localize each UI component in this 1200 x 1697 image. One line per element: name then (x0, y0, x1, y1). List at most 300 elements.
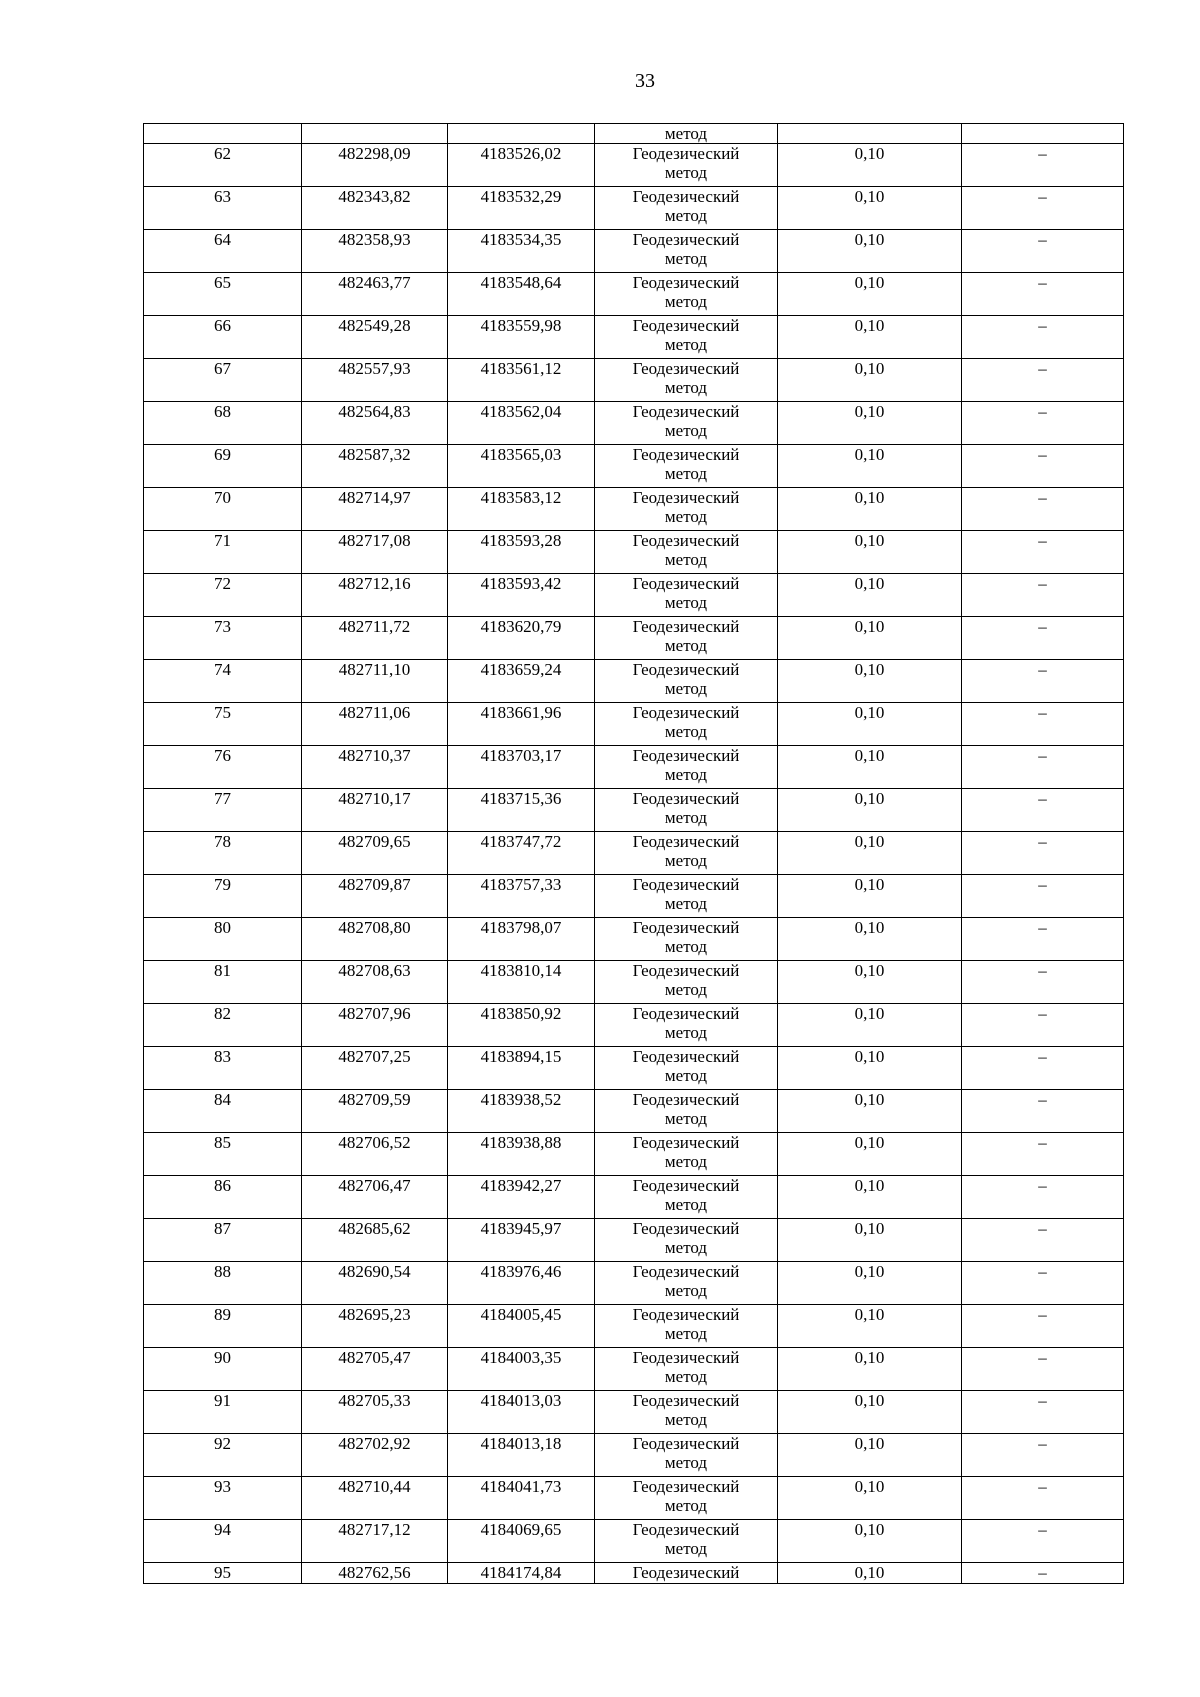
table-row (144, 574, 1124, 617)
cell-method (595, 488, 778, 531)
method-line: метод (664, 937, 708, 956)
cell-accuracy: 0,10 (778, 746, 962, 789)
method-line: метод (664, 808, 708, 827)
cell-note: – (962, 1520, 1124, 1563)
table-row (144, 1262, 1124, 1305)
method-line: метод (664, 851, 708, 870)
cell-x: 482712,16 (302, 574, 448, 617)
table-row (144, 1520, 1124, 1563)
cell-y: 4183526,02 (448, 144, 595, 187)
method-line: метод (664, 206, 708, 225)
method-line: метод (664, 1109, 708, 1128)
cell-point: 82 (144, 1004, 302, 1047)
cell-x: 482358,93 (302, 230, 448, 273)
cell-y: 4183703,17 (448, 746, 595, 789)
method-line: Геодезический (632, 402, 740, 421)
cell-y: 4183548,64 (448, 273, 595, 316)
cell-accuracy: 0,10 (778, 531, 962, 574)
cell-accuracy: 0,10 (778, 488, 962, 531)
cell-method (595, 1305, 778, 1348)
method-line: Геодезический (632, 789, 740, 808)
method-line: метод (664, 507, 708, 526)
cell-note: – (962, 1477, 1124, 1520)
cell-x: 482711,10 (302, 660, 448, 703)
cell-method (595, 832, 778, 875)
cell-point: 92 (144, 1434, 302, 1477)
cell-y: 4183810,14 (448, 961, 595, 1004)
cell-point: 69 (144, 445, 302, 488)
method-line: Геодезический (632, 1477, 740, 1496)
cell-method (595, 445, 778, 488)
cell-note: – (962, 1219, 1124, 1262)
cell-y: 4184013,03 (448, 1391, 595, 1434)
cell-method (595, 1133, 778, 1176)
method-line: Геодезический (632, 617, 740, 636)
cell-note: – (962, 703, 1124, 746)
cell-method (595, 703, 778, 746)
cell-y: 4183620,79 (448, 617, 595, 660)
cell-y: 4183532,29 (448, 187, 595, 230)
cell-method (595, 574, 778, 617)
table-row (144, 488, 1124, 531)
method-line: Геодезический (632, 1047, 740, 1066)
cell-note: – (962, 1305, 1124, 1348)
cell-method: метод (595, 124, 778, 144)
cell-y: 4183583,12 (448, 488, 595, 531)
cell-note: – (962, 875, 1124, 918)
cell-x: 482706,52 (302, 1133, 448, 1176)
method-line: метод (664, 722, 708, 741)
cell-accuracy: 0,10 (778, 703, 962, 746)
cell-method (595, 617, 778, 660)
cell-method (595, 273, 778, 316)
cell-y: 4184013,18 (448, 1434, 595, 1477)
cell-point: 65 (144, 273, 302, 316)
cell-point: 91 (144, 1391, 302, 1434)
cell-y: 4183894,15 (448, 1047, 595, 1090)
cell-point: 86 (144, 1176, 302, 1219)
table-row (144, 402, 1124, 445)
cell-y: 4183562,04 (448, 402, 595, 445)
method-line: Геодезический (632, 230, 740, 249)
coordinates-table-body (144, 124, 1124, 1584)
method-line: метод (664, 163, 708, 182)
cell-point: 80 (144, 918, 302, 961)
cell-accuracy: 0,10 (778, 1004, 962, 1047)
method-line: Геодезический (632, 746, 740, 765)
method-line: Геодезический (632, 1391, 740, 1410)
cell-y: 4183559,98 (448, 316, 595, 359)
cell-accuracy: 0,10 (778, 1133, 962, 1176)
cell-point: 83 (144, 1047, 302, 1090)
cell-point: 90 (144, 1348, 302, 1391)
method-line: метод (664, 249, 708, 268)
table-row (144, 273, 1124, 316)
cell-accuracy: 0,10 (778, 1563, 962, 1584)
method-line: Геодезический (632, 660, 740, 679)
cell-y: 4183593,28 (448, 531, 595, 574)
cell-method (595, 1434, 778, 1477)
cell-accuracy: 0,10 (778, 445, 962, 488)
table-row (144, 1391, 1124, 1434)
cell-note: – (962, 1090, 1124, 1133)
cell-accuracy: 0,10 (778, 1305, 962, 1348)
cell-y: 4183850,92 (448, 1004, 595, 1047)
cell-point: 77 (144, 789, 302, 832)
cell-y: 4184041,73 (448, 1477, 595, 1520)
cell-accuracy: 0,10 (778, 1391, 962, 1434)
method-line: метод (664, 421, 708, 440)
cell-x: 482714,97 (302, 488, 448, 531)
method-line: метод (664, 1023, 708, 1042)
cell-accuracy: 0,10 (778, 316, 962, 359)
cell-y: 4183976,46 (448, 1262, 595, 1305)
cell-x: 482707,96 (302, 1004, 448, 1047)
method-line: метод (664, 980, 708, 999)
continuation-row (144, 124, 1124, 144)
cell-y: 4183938,52 (448, 1090, 595, 1133)
method-line: Геодезический (632, 574, 740, 593)
cell-method (595, 144, 778, 187)
cell-accuracy: 0,10 (778, 1434, 962, 1477)
table-row (144, 531, 1124, 574)
cell-x: 482298,09 (302, 144, 448, 187)
cell-accuracy: 0,10 (778, 1176, 962, 1219)
table-row (144, 316, 1124, 359)
cell-x: 482705,33 (302, 1391, 448, 1434)
cell-accuracy: 0,10 (778, 1348, 962, 1391)
cell-point: 81 (144, 961, 302, 1004)
method-line: метод (664, 292, 708, 311)
cell-x: 482707,25 (302, 1047, 448, 1090)
method-line: Геодезический (632, 703, 740, 722)
table-row (144, 660, 1124, 703)
cell-x: 482702,92 (302, 1434, 448, 1477)
cell-accuracy: 0,10 (778, 1090, 962, 1133)
cell-accuracy: 0,10 (778, 789, 962, 832)
cell-point: 70 (144, 488, 302, 531)
cell-x: 482708,63 (302, 961, 448, 1004)
cell-method (595, 746, 778, 789)
method-line: Геодезический (632, 316, 740, 335)
cell-y (448, 124, 595, 144)
table-row (144, 1219, 1124, 1262)
cell-note: – (962, 746, 1124, 789)
cell-method (595, 1391, 778, 1434)
method-line: метод (664, 1367, 708, 1386)
cell-x: 482762,56 (302, 1563, 448, 1584)
method-line: Геодезический (632, 832, 740, 851)
table-row (144, 1047, 1124, 1090)
cell-x: 482709,59 (302, 1090, 448, 1133)
cell-method (595, 359, 778, 402)
cell-x: 482711,06 (302, 703, 448, 746)
method-line: метод (664, 1453, 708, 1472)
table-row (144, 746, 1124, 789)
cell-y: 4183798,07 (448, 918, 595, 961)
cell-point: 95 (144, 1563, 302, 1584)
cell-note: – (962, 359, 1124, 402)
table-row (144, 1563, 1124, 1584)
cell-method (595, 1477, 778, 1520)
cell-y: 4184003,35 (448, 1348, 595, 1391)
table-row (144, 703, 1124, 746)
cell-accuracy: 0,10 (778, 1047, 962, 1090)
cell-note: – (962, 488, 1124, 531)
table-row (144, 789, 1124, 832)
cell-note: – (962, 617, 1124, 660)
cell-point: 67 (144, 359, 302, 402)
cell-note: – (962, 187, 1124, 230)
method-line: метод (664, 1324, 708, 1343)
method-line: метод (664, 1195, 708, 1214)
table-row (144, 445, 1124, 488)
cell-y: 4183757,33 (448, 875, 595, 918)
cell-method (595, 1047, 778, 1090)
method-line: метод (664, 1066, 708, 1085)
cell-point: 66 (144, 316, 302, 359)
cell-accuracy: 0,10 (778, 832, 962, 875)
table-row (144, 359, 1124, 402)
cell-note: – (962, 144, 1124, 187)
method-line: метод (664, 1539, 708, 1558)
cell-point: 63 (144, 187, 302, 230)
cell-method (595, 1520, 778, 1563)
cell-accuracy: 0,10 (778, 187, 962, 230)
cell-note: – (962, 531, 1124, 574)
cell-x: 482710,17 (302, 789, 448, 832)
cell-y: 4183534,35 (448, 230, 595, 273)
cell-x: 482587,32 (302, 445, 448, 488)
cell-note: – (962, 832, 1124, 875)
cell-y: 4183945,97 (448, 1219, 595, 1262)
method-line: Геодезический (632, 187, 740, 206)
cell-y: 4183659,24 (448, 660, 595, 703)
cell-accuracy: 0,10 (778, 574, 962, 617)
cell-note: – (962, 1563, 1124, 1584)
cell-note: – (962, 1133, 1124, 1176)
cell-y: 4183942,27 (448, 1176, 595, 1219)
method-line: метод (664, 1238, 708, 1257)
method-line: метод (664, 464, 708, 483)
cell-method (595, 187, 778, 230)
cell-point: 87 (144, 1219, 302, 1262)
cell-accuracy: 0,10 (778, 1520, 962, 1563)
cell-accuracy: 0,10 (778, 144, 962, 187)
cell-y: 4183565,03 (448, 445, 595, 488)
table-row (144, 617, 1124, 660)
cell-accuracy (778, 124, 962, 144)
cell-accuracy: 0,10 (778, 359, 962, 402)
method-line: Геодезический (632, 445, 740, 464)
cell-x: 482717,08 (302, 531, 448, 574)
method-line: Геодезический (632, 1176, 740, 1195)
table-row (144, 1348, 1124, 1391)
method-line: Геодезический (632, 144, 740, 163)
cell-point: 88 (144, 1262, 302, 1305)
table-row (144, 1133, 1124, 1176)
cell-note: – (962, 402, 1124, 445)
cell-point: 89 (144, 1305, 302, 1348)
method-line: метод (664, 1496, 708, 1515)
cell-x: 482695,23 (302, 1305, 448, 1348)
table-row (144, 1477, 1124, 1520)
method-line: метод (664, 679, 708, 698)
method-line: Геодезический (632, 1004, 740, 1023)
cell-method (595, 316, 778, 359)
table-row (144, 187, 1124, 230)
method-line: метод (664, 765, 708, 784)
cell-method (595, 1219, 778, 1262)
cell-method (595, 1090, 778, 1133)
cell-accuracy: 0,10 (778, 660, 962, 703)
method-line: метод (664, 1410, 708, 1429)
method-line: Геодезический (632, 1434, 740, 1453)
cell-x: 482708,80 (302, 918, 448, 961)
cell-x: 482706,47 (302, 1176, 448, 1219)
method-line: Геодезический (632, 1520, 740, 1539)
cell-x: 482549,28 (302, 316, 448, 359)
table-row (144, 832, 1124, 875)
cell-x: 482717,12 (302, 1520, 448, 1563)
cell-note: – (962, 1262, 1124, 1305)
method-line: Геодезический (632, 273, 740, 292)
cell-accuracy: 0,10 (778, 1262, 962, 1305)
table-row (144, 961, 1124, 1004)
cell-method (595, 660, 778, 703)
table-row (144, 1176, 1124, 1219)
table-row (144, 1434, 1124, 1477)
cell-note: – (962, 230, 1124, 273)
cell-y: 4184005,45 (448, 1305, 595, 1348)
cell-point: 76 (144, 746, 302, 789)
cell-point: 62 (144, 144, 302, 187)
cell-x: 482709,65 (302, 832, 448, 875)
cell-x (302, 124, 448, 144)
table-row (144, 875, 1124, 918)
cell-method (595, 1348, 778, 1391)
cell-method (595, 531, 778, 574)
cell-note: – (962, 789, 1124, 832)
cell-method (595, 402, 778, 445)
cell-x: 482709,87 (302, 875, 448, 918)
cell-note: – (962, 1348, 1124, 1391)
cell-note (962, 124, 1124, 144)
cell-point (144, 124, 302, 144)
cell-x: 482685,62 (302, 1219, 448, 1262)
cell-point: 72 (144, 574, 302, 617)
cell-accuracy: 0,10 (778, 1219, 962, 1262)
cell-point: 85 (144, 1133, 302, 1176)
cell-x: 482710,44 (302, 1477, 448, 1520)
cell-y: 4183593,42 (448, 574, 595, 617)
cell-note: – (962, 445, 1124, 488)
cell-point: 94 (144, 1520, 302, 1563)
method-line: метод (664, 894, 708, 913)
cell-method (595, 961, 778, 1004)
cell-accuracy: 0,10 (778, 617, 962, 660)
cell-method (595, 1563, 778, 1584)
cell-point: 68 (144, 402, 302, 445)
cell-accuracy: 0,10 (778, 875, 962, 918)
cell-point: 73 (144, 617, 302, 660)
cell-x: 482343,82 (302, 187, 448, 230)
cell-method (595, 1262, 778, 1305)
method-line: Геодезический (632, 1219, 740, 1238)
method-line: Геодезический (632, 488, 740, 507)
method-line: метод (664, 1281, 708, 1300)
method-line: метод (664, 378, 708, 397)
cell-y: 4183747,72 (448, 832, 595, 875)
cell-x: 482710,37 (302, 746, 448, 789)
cell-x: 482711,72 (302, 617, 448, 660)
cell-note: – (962, 1391, 1124, 1434)
cell-y: 4183561,12 (448, 359, 595, 402)
method-line: Геодезический (632, 875, 740, 894)
cell-accuracy: 0,10 (778, 273, 962, 316)
cell-method (595, 230, 778, 273)
method-line: Геодезический (632, 1133, 740, 1152)
method-line: Геодезический (632, 1563, 740, 1582)
table-row (144, 1004, 1124, 1047)
page-number: 33 (635, 70, 655, 92)
method-line: метод (664, 1152, 708, 1171)
method-line: Геодезический (632, 961, 740, 980)
cell-note: – (962, 918, 1124, 961)
cell-point: 71 (144, 531, 302, 574)
method-line: Геодезический (632, 918, 740, 937)
cell-note: – (962, 961, 1124, 1004)
method-line: Геодезический (632, 1305, 740, 1324)
table-row (144, 144, 1124, 187)
method-line: метод (664, 636, 708, 655)
method-line: метод (664, 593, 708, 612)
cell-note: – (962, 1176, 1124, 1219)
cell-point: 64 (144, 230, 302, 273)
method-line: метод (664, 550, 708, 569)
cell-point: 79 (144, 875, 302, 918)
method-line: Геодезический (632, 531, 740, 550)
cell-note: – (962, 1434, 1124, 1477)
cell-point: 75 (144, 703, 302, 746)
table-row (144, 230, 1124, 273)
cell-y: 4183938,88 (448, 1133, 595, 1176)
cell-note: – (962, 1004, 1124, 1047)
cell-point: 84 (144, 1090, 302, 1133)
cell-method (595, 1004, 778, 1047)
cell-note: – (962, 574, 1124, 617)
method-line: Геодезический (632, 359, 740, 378)
cell-note: – (962, 316, 1124, 359)
cell-x: 482463,77 (302, 273, 448, 316)
cell-method (595, 789, 778, 832)
cell-accuracy: 0,10 (778, 230, 962, 273)
coordinates-table (143, 123, 1124, 1584)
cell-note: – (962, 1047, 1124, 1090)
method-line: Геодезический (632, 1348, 740, 1367)
method-line: метод (664, 335, 708, 354)
cell-x: 482557,93 (302, 359, 448, 402)
cell-note: – (962, 273, 1124, 316)
cell-accuracy: 0,10 (778, 1477, 962, 1520)
table-row (144, 1090, 1124, 1133)
cell-method (595, 1176, 778, 1219)
cell-point: 74 (144, 660, 302, 703)
table-row (144, 1305, 1124, 1348)
cell-x: 482705,47 (302, 1348, 448, 1391)
method-line: Геодезический (632, 1262, 740, 1281)
cell-method (595, 875, 778, 918)
